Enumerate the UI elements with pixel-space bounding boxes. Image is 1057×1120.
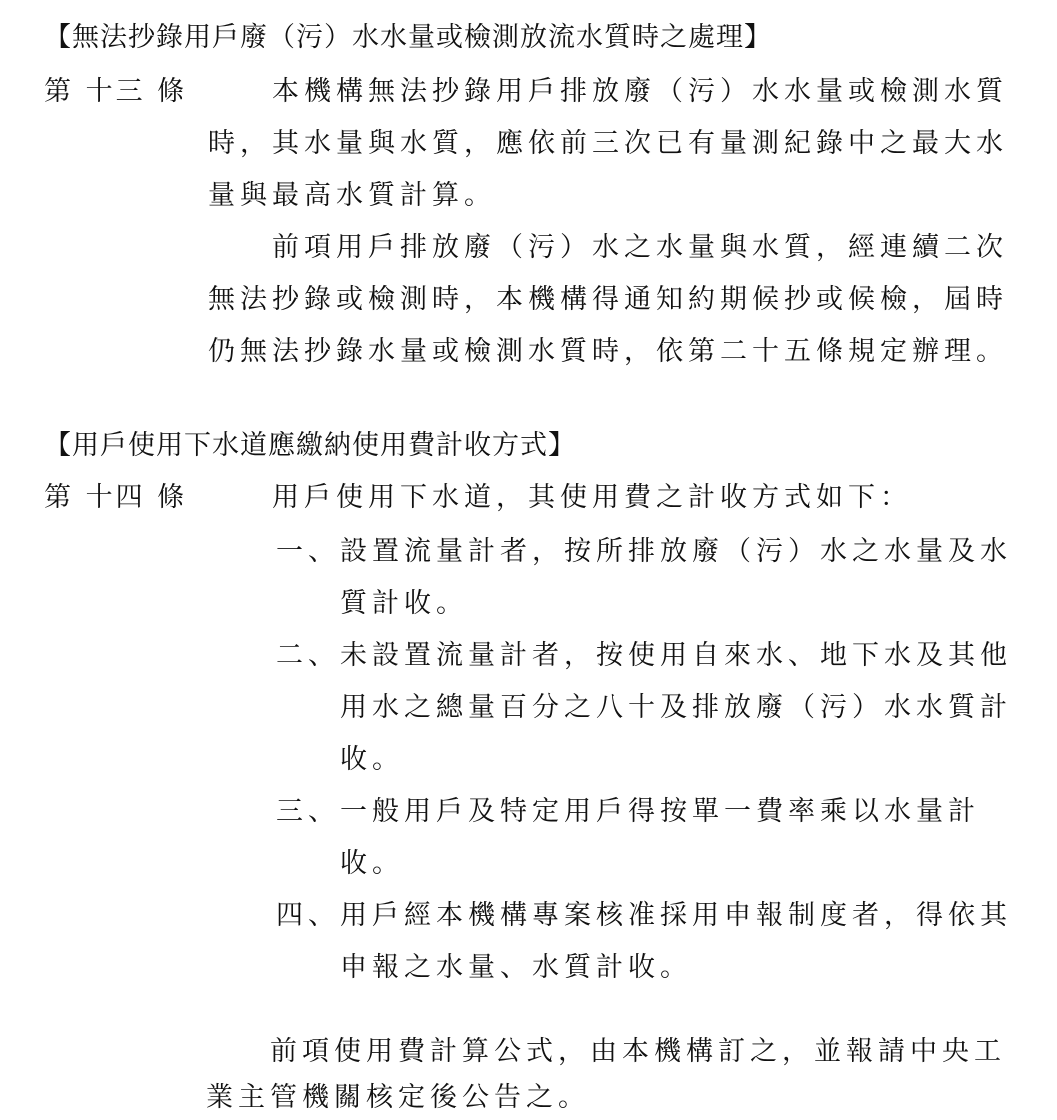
article-14-item-3-line-2: 收。: [340, 848, 404, 879]
article-14-item-1-line-1: 一、設置流量計者，按所排放廢（污）水之水量及水: [276, 536, 1012, 567]
article-14-closing-line-2: 業主管機關核定後公告之。: [206, 1082, 590, 1113]
article-14-item-3-line-1: 三、一般用戶及特定用戶得按單一費率乘以水量計: [276, 796, 980, 827]
article-13-label: 第 十三 條: [44, 76, 188, 107]
article-14-item-4-line-2: 申報之水量、水質計收。: [340, 952, 692, 983]
article-13-line-6: 仍無法抄錄水量或檢測水質時，依第二十五條規定辦理。: [208, 336, 1008, 367]
article-14-item-2-line-2: 用水之總量百分之八十及排放廢（污）水水質計: [340, 692, 1012, 723]
section-14-heading: 【用戶使用下水道應繳納使用費計收方式】: [44, 430, 576, 461]
article-13-line-3: 量與最高水質計算。: [208, 180, 496, 211]
article-13-line-1: 本機構無法抄錄用戶排放廢（污）水水量或檢測水質: [272, 76, 1008, 107]
section-13-heading: 【無法抄錄用戶廢（污）水水量或檢測放流水質時之處理】: [44, 22, 772, 53]
article-14-item-2-line-1: 二、未設置流量計者，按使用自來水、地下水及其他: [276, 640, 1012, 671]
article-13-line-2: 時，其水量與水質，應依前三次已有量測紀錄中之最大水: [208, 128, 1008, 159]
article-14-closing-line-1: 前項使用費計算公式，由本機構訂之，並報請中央工: [270, 1036, 1006, 1067]
article-13-line-5: 無法抄錄或檢測時，本機構得通知約期候抄或候檢，屆時: [208, 284, 1008, 315]
article-13-line-4: 前項用戶排放廢（污）水之水量與水質，經連續二次: [272, 232, 1008, 263]
article-14-label: 第 十四 條: [44, 482, 188, 513]
article-14-item-2-line-3: 收。: [340, 744, 404, 775]
article-14-item-1-line-2: 質計收。: [340, 588, 468, 619]
article-14-item-4-line-1: 四、用戶經本機構專案核准採用申報制度者，得依其: [276, 900, 1012, 931]
article-14-intro: 用戶使用下水道，其使用費之計收方式如下：: [272, 482, 912, 513]
